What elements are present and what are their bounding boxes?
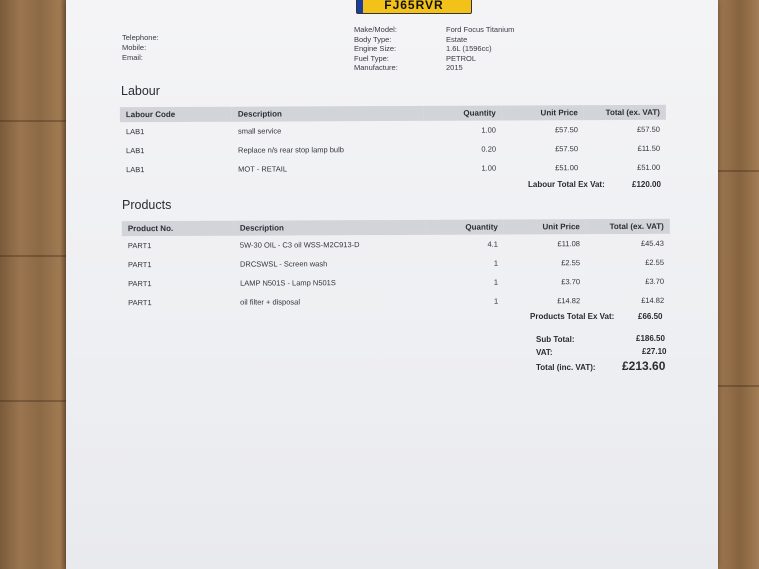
fuel-type-label: Fuel Type: [354, 53, 389, 63]
col-product-no: Product No. [122, 221, 234, 236]
engine-size-value: 1.6L (1596cc) [446, 44, 492, 53]
product-description: DRCSWSL - Screen wash [239, 259, 328, 269]
labour-quantity: 1.00 [481, 163, 497, 173]
subtotal-label: Sub Total: [536, 335, 575, 344]
col-quantity: Quantity [424, 106, 502, 121]
vehicle-labels [354, 25, 398, 73]
product-description: 5W-30 OIL - C3 oil WSS-M2C913-D [239, 240, 360, 250]
labour-title: Labour [121, 84, 160, 98]
product-total: £45.43 [640, 238, 664, 248]
wood-grain [0, 255, 66, 257]
products-table [122, 219, 670, 312]
product-unit-price: £3.70 [561, 277, 581, 287]
products-total-value: £66.50 [638, 312, 663, 321]
fuel-type-value: PETROL [446, 53, 477, 63]
labour-quantity: 1.00 [481, 125, 496, 135]
table-row [120, 158, 666, 179]
wood-grain [0, 120, 66, 122]
wood-grain [0, 400, 66, 402]
labour-description: MOT - RETAIL [238, 164, 288, 174]
vat-label: VAT: [536, 348, 553, 357]
labour-total: £57.50 [636, 124, 660, 134]
product-total: £14.82 [641, 295, 665, 305]
product-unit-price: £2.55 [561, 258, 581, 268]
wood-grain [718, 170, 759, 172]
product-code: PART1 [128, 298, 152, 308]
invoice-paper [66, 0, 718, 569]
product-total: £2.55 [645, 257, 665, 267]
labour-total-value: £120.00 [632, 180, 661, 189]
make-model-label: Make/Model: [354, 25, 397, 34]
grand-total-label: Total (inc. VAT): [536, 363, 596, 372]
product-code: PART1 [127, 241, 152, 251]
product-quantity: 1 [493, 277, 499, 287]
col-quantity: Quantity [426, 220, 504, 235]
product-quantity: 1 [493, 296, 499, 306]
labour-unit-price: £57.50 [555, 144, 579, 154]
product-description: LAMP N501S - Lamp N501S [240, 278, 336, 288]
col-description: Description [232, 106, 424, 122]
email-label: Email: [122, 53, 143, 62]
mobile-label: Mobile: [122, 43, 147, 52]
manufacture-label: Manufacture: [354, 63, 398, 72]
table-row [122, 272, 670, 293]
product-unit-price: £11.08 [557, 239, 580, 249]
table-row [120, 139, 666, 160]
products-total-label: Products Total Ex Vat: [530, 312, 615, 321]
col-total: Total (ex. VAT) [584, 105, 666, 120]
labour-total: £51.00 [637, 162, 661, 172]
vat-value: £27.10 [642, 347, 667, 356]
labour-code: LAB1 [126, 165, 145, 175]
labour-description: Replace n/s rear stop lamp bulb [238, 145, 344, 155]
col-unit-price: Unit Price [502, 105, 584, 120]
table-row [122, 234, 670, 255]
manufacture-value: 2015 [446, 63, 463, 72]
plate-band [357, 0, 363, 13]
grand-total-value: £213.60 [622, 359, 666, 373]
table-row [122, 253, 670, 274]
products-title: Products [122, 198, 172, 212]
product-quantity: 4.1 [487, 239, 498, 249]
make-model-value: Ford Focus Titanium [446, 25, 515, 34]
col-description: Description [234, 220, 426, 236]
telephone-label: Telephone: [122, 33, 159, 42]
labour-table [120, 105, 666, 179]
registration-text: FJ65RVR [384, 0, 444, 12]
labour-unit-price: £57.50 [554, 125, 578, 135]
labour-quantity: 0.20 [481, 144, 497, 154]
labour-total-label: Labour Total Ex Vat: [528, 180, 605, 189]
table-row [122, 291, 670, 312]
vehicle-values [446, 25, 514, 73]
subtotal-value: £186.50 [636, 334, 665, 343]
labour-description: small service [237, 126, 282, 136]
engine-size-label: Engine Size: [354, 44, 397, 53]
product-code: PART1 [127, 260, 152, 270]
col-total: Total (ex. VAT) [586, 219, 670, 234]
product-quantity: 1 [493, 258, 499, 268]
labour-code: LAB1 [125, 127, 145, 137]
registration-plate [356, 0, 472, 14]
col-unit-price: Unit Price [504, 219, 586, 234]
product-total: £3.70 [645, 276, 665, 286]
col-labour-code: Labour Code [120, 107, 232, 122]
labour-total: £11.50 [637, 143, 661, 153]
table-row [120, 120, 666, 141]
body-type-value: Estate [446, 34, 468, 44]
body-type-label: Body Type: [354, 34, 392, 44]
labour-unit-price: £51.00 [555, 163, 579, 173]
product-description: oil filter + disposal [240, 297, 301, 307]
product-code: PART1 [128, 279, 152, 289]
labour-code: LAB1 [126, 146, 145, 156]
wood-grain [718, 385, 759, 387]
product-unit-price: £14.82 [557, 296, 581, 306]
